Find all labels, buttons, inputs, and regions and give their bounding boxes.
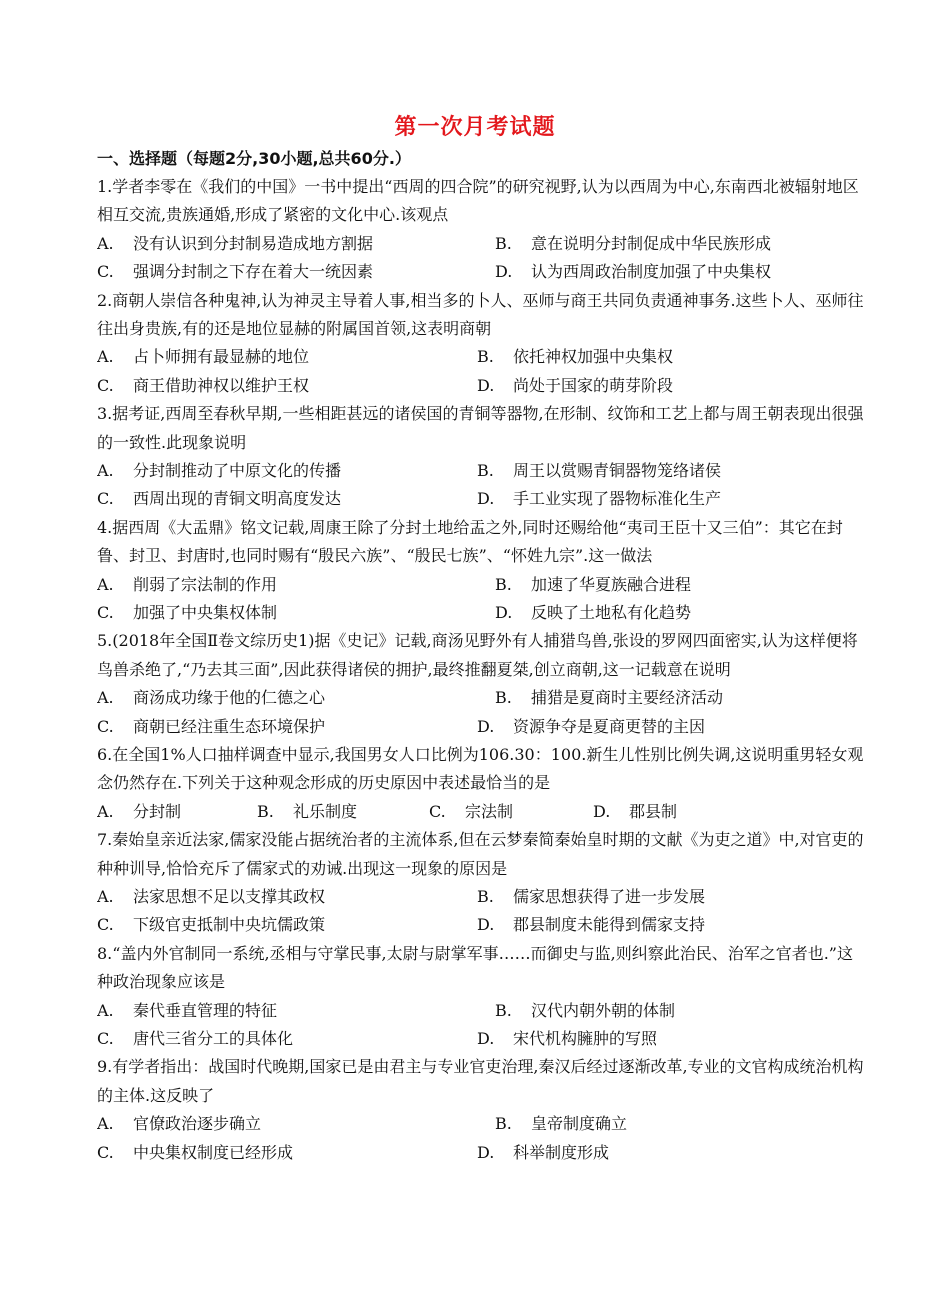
option-a: A. 商汤成功缘于他的仁德之心 bbox=[97, 688, 326, 708]
question-stem: 5.(2018年全国Ⅱ卷文综历史1)据《史记》记载,商汤见野外有人捕猎鸟兽,张设的罗网四面密实,认为这样便将鸟兽杀绝了,“乃去其三面”,因此获得诸侯的拥护,最终推翻夏桀,创立商朝,这一记载意在说明 bbox=[97, 631, 858, 679]
question-stem: 7.秦始皇亲近法家,儒家没能占据统治者的主流体系,但在云梦秦简秦始皇时期的文献《为吏之道》中,对官吏的种种训导,恰恰充斥了儒家式的劝诫.出现这一现象的原因是 bbox=[97, 830, 864, 878]
option-a: A. 分封制 bbox=[97, 801, 182, 821]
question-6 bbox=[97, 741, 867, 826]
option-c: C. 唐代三省分工的具体化 bbox=[97, 1028, 294, 1048]
option-a: A. 法家思想不足以支撑其政权 bbox=[97, 886, 326, 906]
option-c: C. 强调分封制之下存在着大一统因素 bbox=[97, 262, 374, 282]
option-c: C. 加强了中央集权体制 bbox=[97, 602, 278, 622]
question-8 bbox=[97, 940, 867, 1054]
option-d: D. 手工业实现了器物标准化生产 bbox=[477, 489, 722, 509]
option-d: D. 郡县制度未能得到儒家支持 bbox=[477, 915, 706, 935]
option-b: B. 依托神权加强中央集权 bbox=[477, 347, 674, 367]
option-d: D. 资源争夺是夏商更替的主因 bbox=[477, 716, 706, 736]
option-a: A. 秦代垂直管理的特征 bbox=[97, 1000, 278, 1020]
option-b: B. 汉代内朝外朝的体制 bbox=[495, 1000, 676, 1020]
option-c: C. 商王借助神权以维护王权 bbox=[97, 375, 310, 395]
option-b: B. 皇帝制度确立 bbox=[495, 1114, 628, 1134]
option-b: B. 捕猎是夏商时主要经济活动 bbox=[495, 688, 724, 708]
question-7 bbox=[97, 826, 867, 940]
page-title: 第一次月考试题 bbox=[394, 115, 556, 140]
question-stem: 3.据考证,西周至春秋早期,一些相距甚远的诸侯国的青铜等器物,在形制、纹饰和工艺上都与周王朝表现出很强的一致性.此现象说明 bbox=[97, 404, 864, 452]
question-3 bbox=[97, 400, 867, 514]
option-c: C. 宗法制 bbox=[429, 801, 514, 821]
option-d: D. 尚处于国家的萌芽阶段 bbox=[477, 375, 674, 395]
question-stem: 4.据西周《大盂鼎》铭文记载,周康王除了分封土地给盂之外,同时还赐给他“夷司王臣十又三伯”：其它在封鲁、封卫、封唐时,也同时赐有“殷民六族”、“殷民七族”、“怀姓九宗”.这一做法 bbox=[97, 517, 843, 566]
question-stem: 2.商朝人崇信各种鬼神,认为神灵主导着人事,相当多的卜人、巫师与商王共同负责通神事务.这些卜人、巫师往往出身贵族,有的还是地位显赫的附属国首领,这表明商朝 bbox=[97, 290, 864, 338]
option-a: A. 削弱了宗法制的作用 bbox=[97, 574, 278, 594]
option-a: A. 分封制推动了中原文化的传播 bbox=[97, 461, 342, 480]
question-1 bbox=[97, 173, 867, 287]
option-c: C. 下级官吏抵制中央坑儒政策 bbox=[97, 915, 326, 935]
option-b: B. 加速了华夏族融合进程 bbox=[495, 574, 692, 594]
question-9 bbox=[97, 1053, 867, 1167]
option-d: D. 反映了土地私有化趋势 bbox=[495, 602, 692, 622]
question-4 bbox=[97, 514, 867, 628]
option-d: D. 郡县制 bbox=[593, 801, 678, 821]
section-heading: 一、选择题（每题2分,30小题,总共60分.） bbox=[97, 149, 411, 168]
option-d: D. 宋代机构臃肿的写照 bbox=[477, 1028, 658, 1048]
question-list bbox=[97, 145, 867, 1167]
option-c: C. 中央集权制度已经形成 bbox=[97, 1142, 294, 1162]
option-a: A. 占卜师拥有最显赫的地位 bbox=[97, 347, 310, 367]
option-b: B. 周王以赏赐青铜器物笼络诸侯 bbox=[477, 461, 722, 480]
option-b: B. 儒家思想获得了进一步发展 bbox=[477, 886, 706, 906]
option-d: D. 科举制度形成 bbox=[477, 1142, 610, 1162]
option-c: C. 西周出现的青铜文明高度发达 bbox=[97, 489, 342, 509]
question-stem: 1.学者李零在《我们的中国》一书中提出“西周的四合院”的研究视野,认为以西周为中心,东南西北被辐射地区相互交流,贵族通婚,形成了紧密的文化中心.该观点 bbox=[97, 177, 859, 225]
question-stem: 8.“盖内外官制同一系统,丞相与守掌民事,太尉与尉掌军事……而御史与监,则纠察此治民、治军之官者也.”这种政治现象应该是 bbox=[97, 943, 853, 992]
option-b: B. 意在说明分封制促成中华民族形成 bbox=[495, 233, 772, 253]
option-b: B. 礼乐制度 bbox=[257, 801, 358, 821]
option-a: A. 官僚政治逐步确立 bbox=[97, 1114, 262, 1134]
option-d: D. 认为西周政治制度加强了中央集权 bbox=[495, 262, 772, 282]
option-a: A. 没有认识到分封制易造成地方割据 bbox=[97, 233, 374, 253]
question-5 bbox=[97, 627, 867, 741]
question-2 bbox=[97, 287, 867, 401]
option-c: C. 商朝已经注重生态环境保护 bbox=[97, 716, 326, 736]
question-stem: 9.有学者指出：战国时代晚期,国家已是由君主与专业官吏治理,秦汉后经过逐渐改革,专业的文官构成统治机构的主体.这反映了 bbox=[97, 1057, 864, 1105]
question-stem: 6.在全国1%人口抽样调查中显示,我国男女人口比例为106.30：100.新生儿性别比例失调,这说明重男轻女观念仍然存在.下列关于这种观念形成的历史原因中表述最恰当的是 bbox=[97, 744, 864, 793]
